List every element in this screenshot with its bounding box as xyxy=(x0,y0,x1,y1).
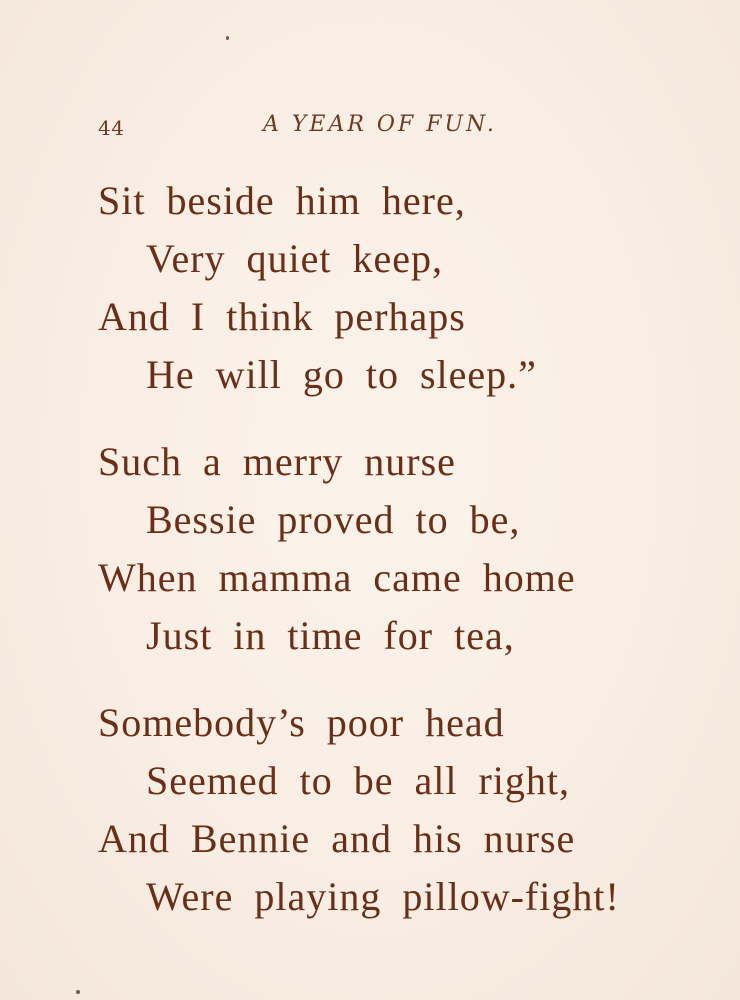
poem-line: He will go to sleep.” xyxy=(146,352,537,397)
running-title: A YEAR OF FUN. xyxy=(263,112,497,137)
poem-line: Just in time for tea, xyxy=(146,613,515,658)
stanza-1 xyxy=(98,172,718,404)
poem xyxy=(98,172,718,926)
poem-line: Very quiet keep, xyxy=(146,236,444,281)
poem-line: Sit beside him here, xyxy=(98,178,466,223)
poem-line: And I think perhaps xyxy=(98,294,466,339)
poem-line: Seemed to be all right, xyxy=(146,758,571,803)
paper-speck xyxy=(226,36,229,40)
stanza-3 xyxy=(98,694,718,926)
poem-line: And Bennie and his nurse xyxy=(98,816,576,861)
poem-line: When mamma came home xyxy=(98,555,576,600)
paper-speck xyxy=(76,990,80,994)
page-header xyxy=(98,112,548,142)
poem-line: Were playing pillow-fight! xyxy=(146,874,620,919)
page-number: 44 xyxy=(98,116,125,140)
poem-line: Bessie proved to be, xyxy=(146,497,521,542)
poem-line: Such a merry nurse xyxy=(98,439,456,484)
poem-line: Somebody’s poor head xyxy=(98,700,505,745)
stanza-2 xyxy=(98,433,718,665)
